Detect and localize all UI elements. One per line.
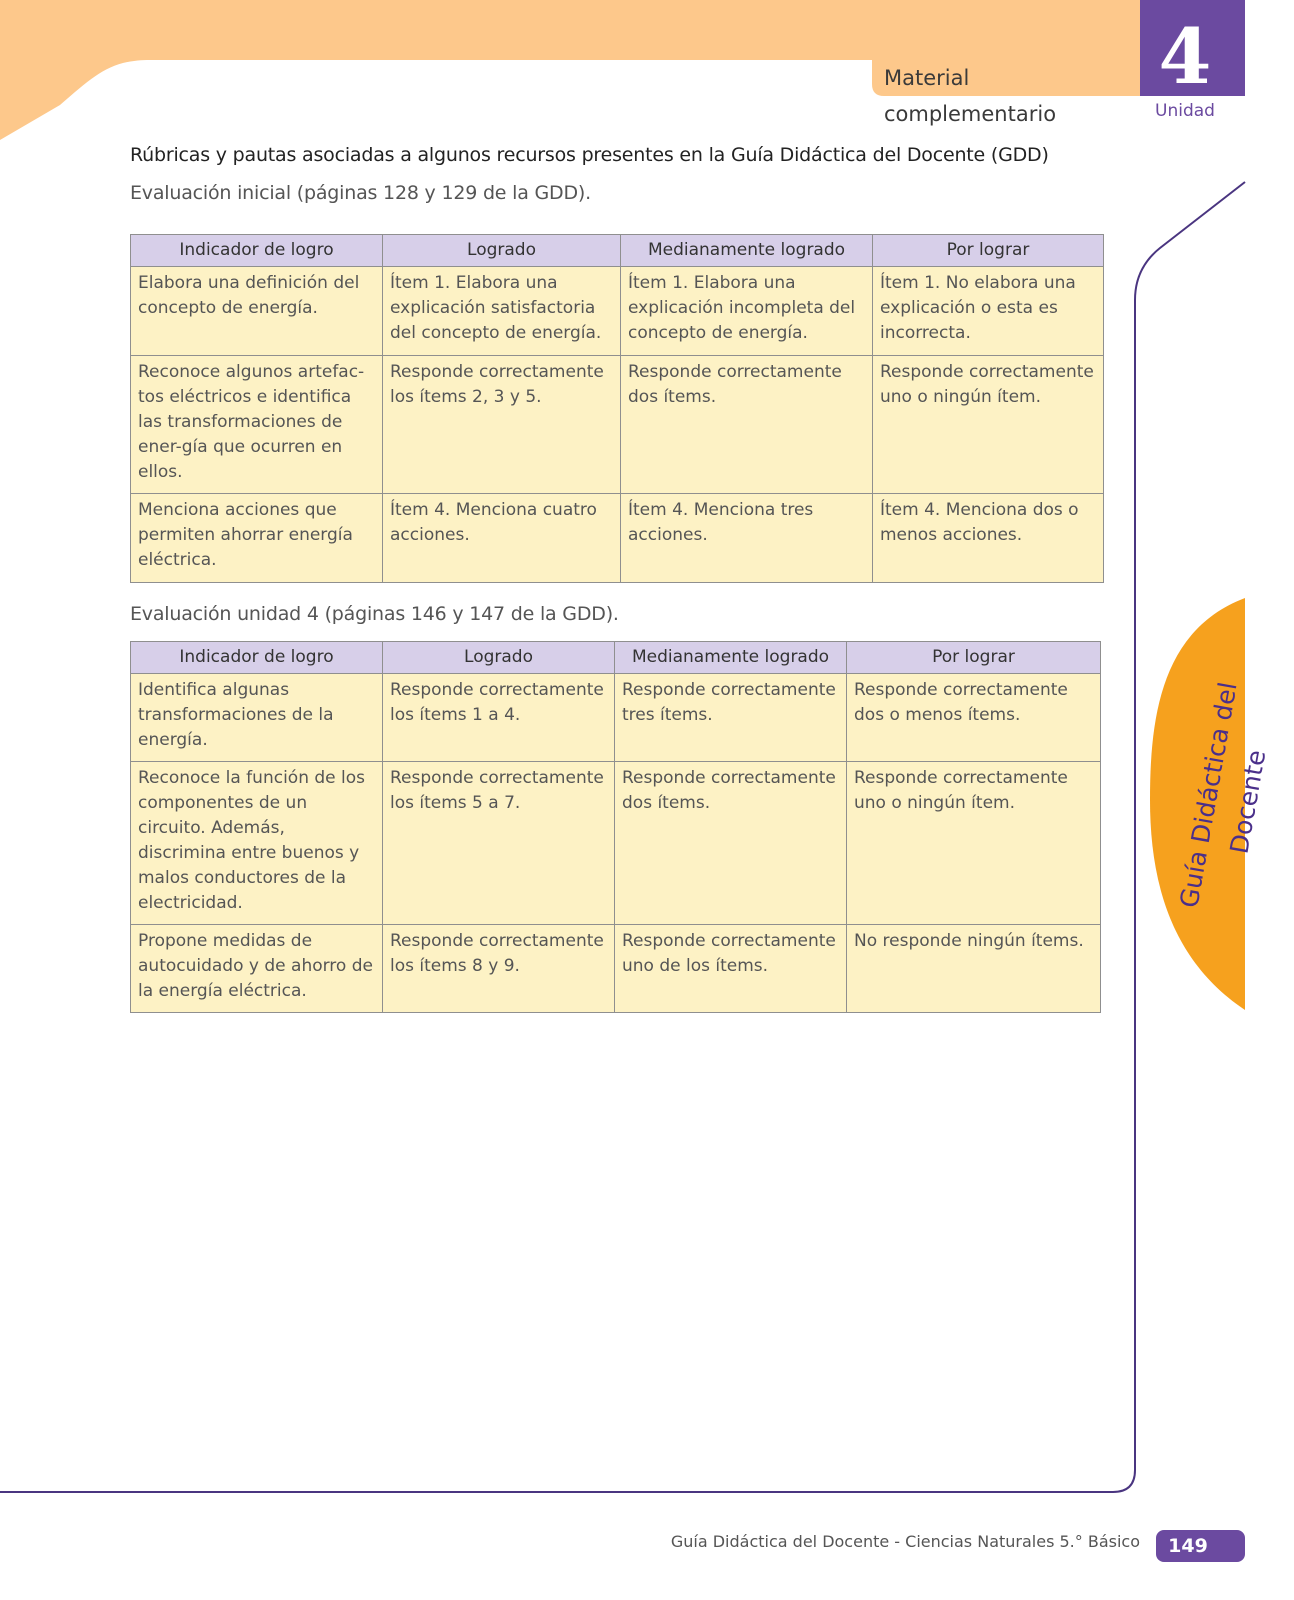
table-cell: Ítem 1. No elabora una explicación o esta es incorrecta. xyxy=(873,267,1104,356)
table-cell: Menciona acciones que permiten ahorrar energía eléctrica. xyxy=(131,494,383,583)
table-cell: Responde correctamente los ítems 5 a 7. xyxy=(383,762,615,925)
table-row xyxy=(131,674,1101,762)
header-cell: Indicador de logro xyxy=(131,235,383,267)
table-row xyxy=(131,267,1104,356)
header-cell: Medianamente logrado xyxy=(621,235,873,267)
table-cell: Responde correctamente uno de los ítems. xyxy=(615,925,847,1013)
footer-text: Guía Didáctica del Docente - Ciencias Naturales 5.° Básico xyxy=(670,1532,1140,1551)
table-header-row xyxy=(131,642,1101,674)
table-cell: Reconoce algunos artefac-tos eléctricos e identifica las transformaciones de ener-gía que ocurren en ellos. xyxy=(131,356,383,494)
rubric-table-initial xyxy=(130,234,1104,583)
header-cell: Logrado xyxy=(383,642,615,674)
table-cell: Responde correctamente los ítems 2, 3 y 5. xyxy=(383,356,621,494)
header-cell: Por lograr xyxy=(847,642,1101,674)
table-header-row xyxy=(131,235,1104,267)
table-cell: Ítem 1. Elabora una explicación satisfactoria del concepto de energía. xyxy=(383,267,621,356)
table-cell: Ítem 4. Menciona tres acciones. xyxy=(621,494,873,583)
table-cell: Responde correctamente uno o ningún ítem. xyxy=(847,762,1101,925)
table-cell: No responde ningún ítems. xyxy=(847,925,1101,1013)
side-tab-label: Guía Didáctica del Docente xyxy=(1174,679,1272,910)
table-cell: Responde correctamente dos o menos ítems. xyxy=(847,674,1101,762)
table-caption-unit: Evaluación unidad 4 (páginas 146 y 147 de la GDD). xyxy=(130,603,619,625)
table-caption-initial: Evaluación inicial (páginas 128 y 129 de la GDD). xyxy=(130,182,591,204)
table-cell: Ítem 4. Menciona dos o menos acciones. xyxy=(873,494,1104,583)
unit-label: Unidad xyxy=(1155,101,1215,121)
rubric-table-unit xyxy=(130,641,1101,1013)
table-cell: Propone medidas de autocuidado y de ahorro de la energía eléctrica. xyxy=(131,925,383,1013)
table-cell: Responde correctamente los ítems 8 y 9. xyxy=(383,925,615,1013)
table-row xyxy=(131,494,1104,583)
table-cell: Responde correctamente los ítems 1 a 4. xyxy=(383,674,615,762)
table-cell: Ítem 1. Elabora una explicación incompleta del concepto de energía. xyxy=(621,267,873,356)
header-cell: Logrado xyxy=(383,235,621,267)
table-row xyxy=(131,356,1104,494)
table-cell: Responde correctamente dos ítems. xyxy=(615,762,847,925)
section-title: Rúbricas y pautas asociadas a algunos recursos presentes en la Guía Didáctica del Docente (GDD) xyxy=(130,144,1049,166)
table-cell: Responde correctamente uno o ningún ítem. xyxy=(873,356,1104,494)
table-cell: Responde correctamente dos ítems. xyxy=(621,356,873,494)
table-row xyxy=(131,925,1101,1013)
header-label: Material complementario xyxy=(884,66,1057,126)
header-cell: Por lograr xyxy=(873,235,1104,267)
table-cell: Identifica algunas transformaciones de la energía. xyxy=(131,674,383,762)
header-cell: Medianamente logrado xyxy=(615,642,847,674)
unit-number: 4 xyxy=(1158,12,1212,101)
table-cell: Responde correctamente tres ítems. xyxy=(615,674,847,762)
page-number: 149 xyxy=(1168,1535,1208,1557)
table-cell: Ítem 4. Menciona cuatro acciones. xyxy=(383,494,621,583)
header-cell: Indicador de logro xyxy=(131,642,383,674)
table-row xyxy=(131,762,1101,925)
table-cell: Elabora una definición del concepto de energía. xyxy=(131,267,383,356)
table-cell: Reconoce la función de los componentes de un circuito. Además, discrimina entre buenos y malos conductores de la electricidad. xyxy=(131,762,383,925)
